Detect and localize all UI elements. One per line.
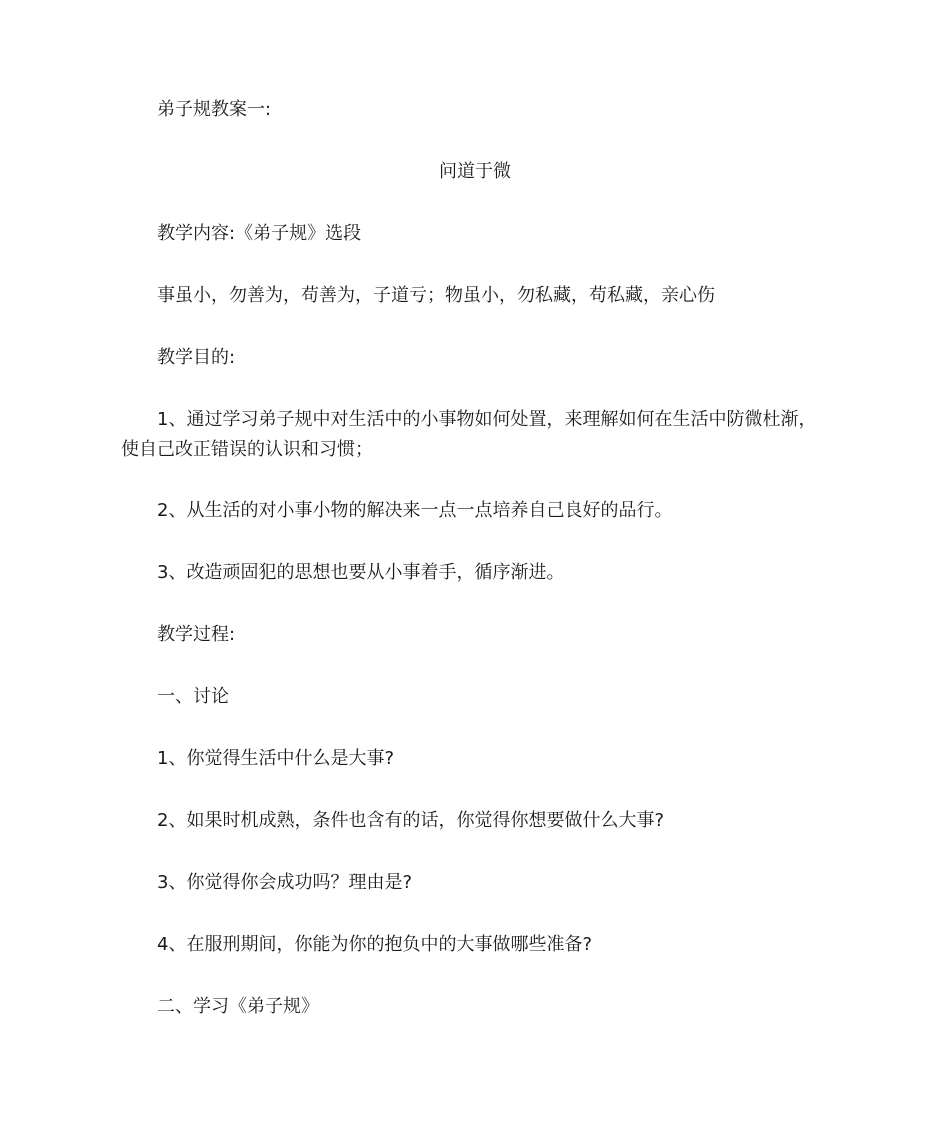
doc-title: 问道于微 — [439, 161, 511, 182]
question-1: 1、你觉得生活中什么是大事? — [157, 748, 395, 769]
goals-label: 教学目的: — [157, 347, 236, 368]
question-4: 4、在服刑期间，你能为你的抱负中的大事做哪些准备? — [157, 934, 593, 955]
goal-2: 2、从生活的对小事小物的解决来一点一点培养自己良好的品行。 — [157, 500, 673, 521]
process-label: 教学过程: — [157, 624, 236, 645]
section-1-heading: 一、讨论 — [157, 686, 229, 707]
verse-text: 事虽小，勿善为，苟善为，子道亏；物虽小，勿私藏，苟私藏，亲心伤 — [157, 285, 715, 306]
question-2: 2、如果时机成熟，条件也含有的话，你觉得你想要做什么大事? — [157, 810, 665, 831]
question-3: 3、你觉得你会成功吗？理由是? — [157, 872, 413, 893]
goal-1-line-1: 1、通过学习弟子规中对生活中的小事物如何处置，来理解如何在生活中防微杜渐， — [157, 409, 817, 430]
content-label: 教学内容:《弟子规》选段 — [157, 223, 362, 244]
section-2-heading: 二、学习《弟子规》 — [157, 996, 319, 1017]
goal-1-line-2: 使自己改正错误的认识和习惯； — [121, 439, 373, 460]
doc-heading: 弟子规教案一: — [157, 99, 272, 120]
goal-3: 3、改造顽固犯的思想也要从小事着手，循序渐进。 — [157, 562, 565, 583]
